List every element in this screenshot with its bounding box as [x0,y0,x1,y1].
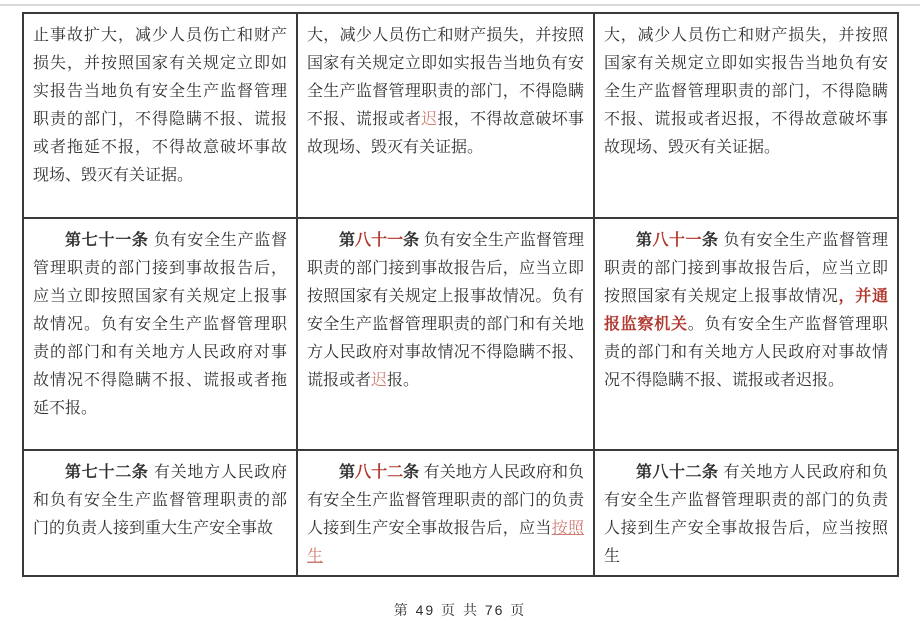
law-paragraph [33,459,287,543]
body-text: 大，减少人员伤亡和财产损失，并按照国家有关规定立即如实报告当地负有安全生产监督管理职责的部门，不得隐瞒不报、谎报或者 [307,27,584,128]
table-cell [297,218,594,450]
highlighted-text: 第 [339,232,356,249]
highlighted-text: 八十二 [355,464,404,481]
highlighted-text: 条 [403,232,420,249]
page-number: 第 49 页 共 76 页 [393,602,527,618]
body-text: 止事故扩大，减少人员伤亡和财产损失，并按照国家有关规定立即如实报告当地负有安全生产监督管理职责的部门，不得隐瞒不报、谎报或者拖延不报，不得故意破坏事故现场、毁灭有关证据。 [33,27,287,184]
body-text: 有关地方人民政府和负有安全生产监督管理职责的部门的负责人接到重大生产安全事故 [33,464,287,537]
table-cell [594,450,898,576]
body-text: 报，不得故意破坏事故现场、毁灭有关证据。 [307,111,584,156]
highlighted-text: 第 [636,232,653,249]
body-text: 报。 [387,372,420,389]
highlighted-text: 按照生 [307,520,584,565]
body-text: 负有安全生产监督管理职责的部门接到事故报告后，应当立即按照国家有关规定上报事故情况。负有安全生产监督管理职责的部门和有关地方人民政府对事故情况不得隐瞒不报、谎报或者 [307,232,584,389]
highlighted-text: 第 [339,464,356,481]
table-cell [23,13,297,218]
highlighted-text: ，并通报监察机关 [604,288,888,333]
highlighted-text: 条 [403,464,420,481]
table-cell [23,450,297,576]
law-paragraph [604,22,888,162]
highlighted-text: 八十一 [355,232,404,249]
table-cell [23,218,297,450]
table-row [23,218,898,450]
body-text: 有关地方人民政府和负有安全生产监督管理职责的部门的负责人接到生产安全事故报告后，应当 [307,464,584,537]
page-top-divider [0,4,920,6]
highlighted-text: 第八十二条 [636,464,719,481]
body-text: 。负有安全生产监督管理职责的部门和有关地方人民政府对事故情况不得隐瞒不报、谎报或者迟报。 [604,316,888,389]
law-paragraph [307,459,584,571]
body-text: 负有安全生产监督管理职责的部门接到事故报告后，应当立即按照国家有关规定上报事故情况。负有安全生产监督管理职责的部门和有关地方人民政府对事故情况不得隐瞒不报、谎报或者拖延不报。 [33,232,287,417]
highlighted-text: 第七十一条 [65,232,149,249]
highlighted-text: 第七十二条 [65,464,149,481]
table-cell [297,13,594,218]
highlighted-text: 条 [702,232,719,249]
law-paragraph [604,459,888,571]
law-paragraph [307,227,584,395]
table-cell [297,450,594,576]
law-paragraph [33,227,287,423]
table-row [23,13,898,218]
highlighted-text: 八十一 [652,232,703,249]
law-paragraph [33,22,287,190]
highlighted-text: 迟 [421,111,438,128]
law-paragraph [307,22,584,162]
table-cell [594,218,898,450]
table-cell [594,13,898,218]
body-text: 有关地方人民政府和负有安全生产监督管理职责的部门的负责人接到生产安全事故报告后，应当按照生 [604,464,888,565]
highlighted-text: 迟 [371,372,388,389]
body-text: 大，减少人员伤亡和财产损失，并按照国家有关规定立即如实报告当地负有安全生产监督管理职责的部门，不得隐瞒不报、谎报或者迟报，不得故意破坏事故现场、毁灭有关证据。 [604,27,888,156]
law-table-body [23,13,898,576]
law-paragraph [604,227,888,395]
body-text: 负有安全生产监督管理职责的部门接到事故报告后，应当立即按照国家有关规定上报事故情况 [604,232,888,305]
table-row [23,450,898,576]
law-comparison-table [22,12,899,577]
